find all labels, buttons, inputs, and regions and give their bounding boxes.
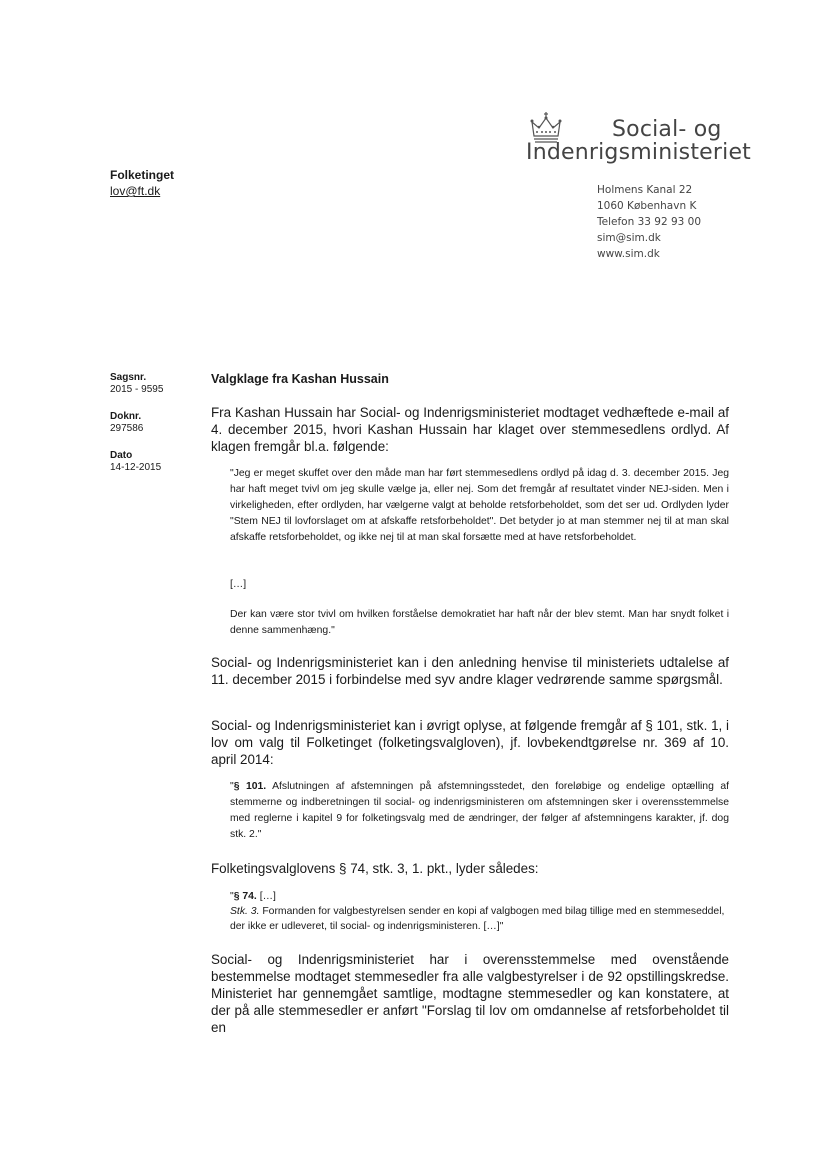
section-74-stk3 bbox=[230, 904, 729, 934]
document-number-label: Doknr. bbox=[110, 411, 142, 422]
address-phone: Telefon 33 92 93 00 bbox=[597, 216, 702, 228]
paragraph-2: Social- og Indenrigsministeriet kan i den anledning henvise til ministeriets udtalelse af 11. december 2015 i forbindelse med syv andre klager vedrørende samme spørgsmål. bbox=[211, 655, 729, 687]
quote-open-mark: " bbox=[230, 781, 234, 792]
stk-3-text: Formanden for valgbestyrelsen sender en kopi af valgbogen med bilag tillige med en stemmeseddel, der ikke er udleveret, til social- og indenrigsministeren. […]" bbox=[230, 906, 725, 932]
section-74-heading-line bbox=[230, 889, 729, 904]
logo-text-line1: Social- og bbox=[612, 117, 722, 142]
recipient-email-link[interactable]: lov@ft.dk bbox=[110, 184, 161, 198]
sender-address bbox=[597, 182, 701, 262]
logo-text-line2: Indenrigsministeriet bbox=[526, 140, 751, 165]
section-74-heading: § 74. bbox=[233, 891, 257, 902]
quote-complaint: "Jeg er meget skuffet over den måde man har ført stemmesedlens ordlyd på idag d. 3. december 2015. Jeg har haft meget tvivl om jeg skulle vælge ja, eller nej. Som det fremgår af resultatet vinder NEJ-siden. Men i virkeligheden, efter ordlyden, har vælgerne valgt at beholde retsforbeholdet, som det ser ud. Ordlyden lyder "Stem NEJ til lovforslaget om at afskaffe retsforbeholdet". Det betyder jo at man stemmer nej til at man skal afskaffe retsforbeholdet, og ikke nej til at man skal forsætte med at have retsforbeholdet. bbox=[230, 468, 729, 543]
quote-section-74 bbox=[230, 889, 729, 934]
letter-date-label: Dato bbox=[110, 450, 133, 461]
address-city: 1060 København K bbox=[597, 200, 697, 212]
recipient-name: Folketinget bbox=[110, 168, 175, 182]
quote-section-101 bbox=[230, 779, 729, 843]
address-web: www.sim.dk bbox=[597, 248, 660, 260]
section-74-heading-rest: […] bbox=[256, 891, 276, 902]
document-number-value: 297586 bbox=[110, 423, 144, 434]
case-number bbox=[110, 372, 163, 396]
paragraph-3: Social- og Indenrigsministeriet kan i øvrigt oplyse, at følgende fremgår af § 101, stk. 1, i lov om valg til Folketinget (folketingsvalgloven), jf. lovbekendtgørelse nr. 369 af 10. april 2014: bbox=[211, 718, 729, 767]
document-number bbox=[110, 411, 143, 435]
letter-date bbox=[110, 450, 161, 474]
quote-open-mark-2: " bbox=[230, 891, 234, 902]
section-101-text: Afslutningen af afstemningen på afstemningsstedet, den foreløbige og endelige optælling af stemmerne og indberetningen til social- og indenrigsministeren om afstemningen sker i overensstemmelse med reglerne i kapitel 9 for folketingsvalg med de ændringer, der følger af afstemningens karakter, jf. dog stk. 2." bbox=[230, 781, 730, 840]
quote-complaint-end: Der kan være stor tvivl om hvilken forståelse demokratiet har haft når der blev stemt. Man har snydt folket i denne sammenhæng." bbox=[230, 609, 729, 636]
paragraph-4: Folketingsvalglovens § 74, stk. 3, 1. pkt., lyder således: bbox=[211, 861, 539, 876]
paragraph-1: Fra Kashan Hussain har Social- og Indenrigsministeriet modtaget vedhæftede e-mail af 4. december 2015, hvori Kashan Hussain har klaget over stemmesedlens ordlyd. Af klagen fremgår bl.a. følgende: bbox=[211, 405, 729, 454]
address-email: sim@sim.dk bbox=[597, 232, 661, 244]
stk-3-label: Stk. 3. bbox=[230, 906, 260, 917]
quote-ellipsis: […] bbox=[230, 579, 247, 590]
case-number-value: 2015 - 9595 bbox=[110, 384, 164, 395]
address-street: Holmens Kanal 22 bbox=[597, 184, 693, 196]
case-number-label: Sagsnr. bbox=[110, 372, 147, 383]
letter-subject: Valgklage fra Kashan Hussain bbox=[211, 372, 389, 386]
section-101-heading: § 101. bbox=[233, 781, 267, 792]
paragraph-5: Social- og Indenrigsministeriet har i overensstemmelse med ovenstående bestemmelse modtaget stemmesedler fra alle valgbestyrelser i de 92 opstillingskredse. Ministeriet har gennemgået samtlige, modtagne stemmesedler og kan konstatere, at der på alle stemmesedler er anført "Forslag til lov om omdannelse af retsforbeholdet til en bbox=[211, 952, 729, 1035]
letter-date-value: 14-12-2015 bbox=[110, 462, 162, 473]
